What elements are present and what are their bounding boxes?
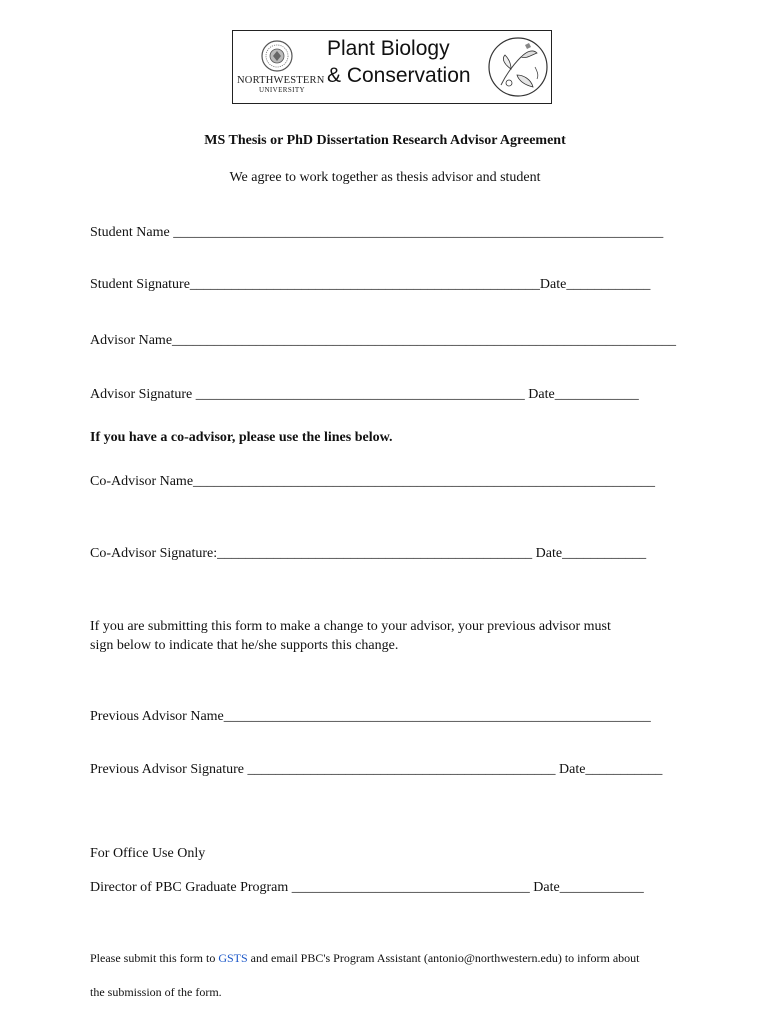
director-signature-field[interactable]: Director of PBC Graduate Program __________________________________ Date____________ [90, 880, 644, 895]
previous-advisor-signature-field[interactable]: Previous Advisor Signature ____________________________________________ Date___________ [90, 762, 663, 777]
gsts-link[interactable]: GSTS [218, 951, 248, 965]
department-name-line1: Plant Biology [327, 37, 450, 60]
header-logo [232, 30, 552, 104]
change-note-line2: sign below to indicate that he/she supports this change. [90, 638, 399, 653]
student-signature-field[interactable]: Student Signature__________________________________________________Date____________ [90, 277, 651, 292]
footer-instructions [90, 951, 640, 966]
plant-emblem-icon [487, 35, 549, 99]
document-subtitle: We agree to work together as thesis advisor and student [229, 170, 541, 185]
footer-instructions-line2: the submission of the form. [90, 985, 222, 999]
coadvisor-note: If you have a co-advisor, please use the lines below. [90, 430, 393, 445]
office-use-heading: For Office Use Only [90, 846, 206, 861]
advisor-name-field[interactable]: Advisor Name________________________________________________________________________ [90, 333, 677, 348]
university-subtitle: UNIVERSITY [259, 86, 305, 94]
department-name-line2: & Conservation [327, 64, 471, 87]
coadvisor-name-field[interactable]: Co-Advisor Name__________________________________________________________________ [90, 474, 656, 489]
coadvisor-signature-field[interactable]: Co-Advisor Signature:_____________________________________________ Date____________ [90, 546, 647, 561]
footer-text-post: and email PBC's Program Assistant (antonio@northwestern.edu) to inform about [247, 951, 640, 965]
student-name-field[interactable]: Student Name ______________________________________________________________________ [90, 225, 664, 240]
footer-text-pre: Please submit this form to [90, 951, 219, 965]
previous-advisor-name-field[interactable]: Previous Advisor Name_____________________________________________________________ [90, 709, 651, 724]
university-seal-icon [261, 40, 293, 72]
document-title: MS Thesis or PhD Dissertation Research Advisor Agreement [204, 133, 566, 148]
advisor-signature-field[interactable]: Advisor Signature _______________________________________________ Date____________ [90, 387, 639, 402]
university-name: NORTHWESTERN [237, 75, 325, 86]
change-note-line1: If you are submitting this form to make a change to your advisor, your previous advisor must [90, 619, 611, 634]
